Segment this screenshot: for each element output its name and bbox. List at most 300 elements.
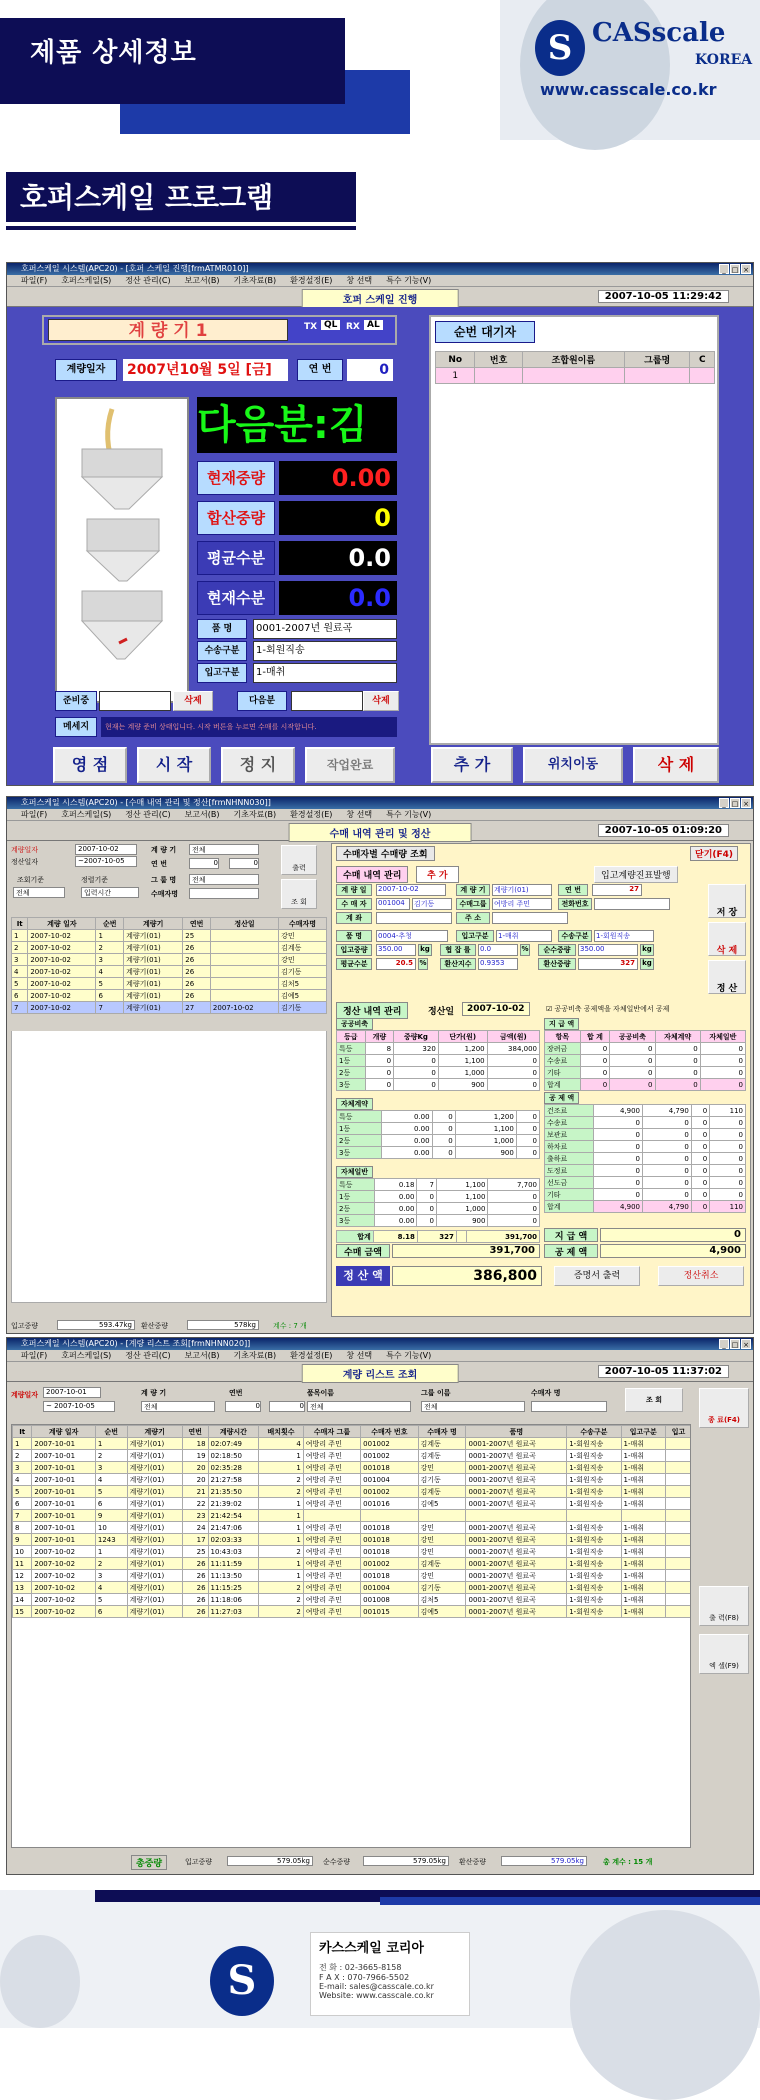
form-value[interactable]: 1-회원직송 xyxy=(594,930,654,942)
menu-item[interactable]: 정산 관리(C) xyxy=(125,276,171,285)
table-row[interactable] xyxy=(13,1462,692,1474)
deduct-cell[interactable]: 4,790 xyxy=(643,1201,692,1213)
form-field[interactable] xyxy=(594,898,670,910)
form-value[interactable]: 2007-10-02 xyxy=(376,884,446,896)
pay-table xyxy=(544,1030,746,1091)
minimize-icon[interactable]: _ xyxy=(719,264,729,274)
grade-cell[interactable]: 0 xyxy=(487,1079,539,1091)
deduct-cell[interactable]: 0 xyxy=(643,1189,692,1201)
grade-cell[interactable]: 1,000 xyxy=(436,1203,488,1215)
window-title: 호퍼스케일 시스템(APC20) - [수매 내역 관리 및 정산[frmNHNN030]] xyxy=(21,798,271,807)
radio-settle-date[interactable]: 정산일자 xyxy=(11,858,39,866)
grade-cell[interactable]: 0.00 xyxy=(382,1135,432,1147)
deduct-cell[interactable]: 0 xyxy=(710,1153,746,1165)
menu-item[interactable]: 특수 기능(V) xyxy=(386,810,432,819)
deduct-cell[interactable]: 0 xyxy=(691,1141,709,1153)
query-button[interactable] xyxy=(625,1388,683,1412)
tab-purchase-manage[interactable]: 수매 내역 관리 xyxy=(336,866,408,883)
queue-cell xyxy=(475,368,522,384)
settle-label: 정 산 xyxy=(716,984,738,994)
table-row[interactable] xyxy=(13,1594,692,1606)
table-cell: 02:03:33 xyxy=(208,1534,259,1546)
form-value[interactable]: 001004 xyxy=(376,898,410,910)
deduct-cell[interactable]: 0 xyxy=(594,1189,643,1201)
col-header[interactable]: 수매자 그룹 xyxy=(303,1426,360,1438)
grade-cell[interactable]: 0 xyxy=(394,1067,439,1079)
deduct-cell[interactable]: 0 xyxy=(594,1165,643,1177)
farmer-input[interactable] xyxy=(531,1401,607,1412)
grade-cell[interactable]: 0 xyxy=(394,1079,439,1091)
pay-cell[interactable]: 0 xyxy=(580,1079,610,1091)
col-header[interactable]: 계량시간 xyxy=(208,1426,259,1438)
scale-title-box xyxy=(42,315,397,345)
input-type-select[interactable]: 1-매취 xyxy=(253,663,397,683)
grade-cell[interactable]: 1,000 xyxy=(455,1135,516,1147)
delete-ready-button[interactable]: 삭제 xyxy=(173,691,213,711)
next-field[interactable] xyxy=(291,691,363,711)
table-row[interactable] xyxy=(13,1450,692,1462)
minimize-icon[interactable]: _ xyxy=(719,1339,729,1349)
pay-cell[interactable]: 0 xyxy=(610,1043,655,1055)
col-header[interactable]: 수송구분 xyxy=(567,1426,621,1438)
form-value[interactable]: 27 xyxy=(592,884,642,896)
maximize-icon[interactable]: □ xyxy=(731,1341,739,1349)
list-cell xyxy=(210,966,278,978)
date-to-input[interactable]: ~ 2007-10-05 xyxy=(43,1401,115,1412)
table-cell: 11:13:50 xyxy=(208,1570,259,1582)
grade-cell[interactable]: 384,000 xyxy=(487,1043,539,1055)
minimize-icon[interactable]: _ xyxy=(719,798,729,808)
print-button[interactable] xyxy=(281,845,317,875)
grade-cell[interactable]: 0 xyxy=(487,1067,539,1079)
menu-item[interactable]: 창 선택 xyxy=(346,276,373,285)
grade-cell[interactable]: 0 xyxy=(432,1123,455,1135)
farmer-input[interactable] xyxy=(189,888,259,899)
date-to-input[interactable]: ~2007-10-05 xyxy=(75,856,137,867)
form-field[interactable] xyxy=(376,912,452,924)
grade-cell[interactable]: 1,100 xyxy=(436,1179,488,1191)
pay-cell[interactable]: 0 xyxy=(655,1079,700,1091)
query-button[interactable] xyxy=(281,879,317,909)
deduct-cell[interactable]: 0 xyxy=(643,1165,692,1177)
maximize-icon[interactable]: □ xyxy=(731,266,739,274)
grade-cell[interactable]: 900 xyxy=(436,1215,488,1227)
zero-button[interactable] xyxy=(53,747,127,783)
grade-cell[interactable]: 8 xyxy=(365,1043,394,1055)
end-f4-button[interactable] xyxy=(699,1388,749,1428)
brand-url[interactable]: www.casscale.co.kr xyxy=(540,80,717,99)
menu-item[interactable]: 기초자료(B) xyxy=(233,276,277,285)
grade-cell[interactable]: 900 xyxy=(455,1147,516,1159)
menu-item[interactable]: 특수 기능(V) xyxy=(386,276,432,285)
form-value[interactable]: 1-매취 xyxy=(496,930,552,942)
settle-button[interactable] xyxy=(708,960,746,994)
grade-cell: 특등 xyxy=(337,1179,375,1191)
form-value[interactable]: 0.9353 xyxy=(478,958,518,970)
grade-cell: 2등 xyxy=(337,1135,382,1147)
col-header[interactable]: 입고구분 xyxy=(621,1426,666,1438)
deduct-cell[interactable]: 0 xyxy=(691,1201,709,1213)
group-select[interactable]: 전체 xyxy=(189,874,259,885)
grade-cell[interactable]: 1,000 xyxy=(438,1067,487,1079)
menu-item[interactable]: 정산 관리(C) xyxy=(125,810,171,819)
pay-row xyxy=(545,1079,746,1091)
excel-f9-button[interactable] xyxy=(699,1634,749,1674)
buy-total-label: 수매 금액 xyxy=(336,1244,390,1258)
grade-cell[interactable]: 0 xyxy=(488,1215,540,1227)
add-queue-button[interactable] xyxy=(431,747,513,783)
foot-net-label: 순수중량 xyxy=(323,1858,351,1866)
col-header[interactable]: 품명 xyxy=(466,1426,567,1438)
self-deduct-checkbox[interactable]: ☑ 공공비축 공제액을 자체일반에서 공제 xyxy=(546,1005,670,1013)
grade-cell[interactable]: 1,100 xyxy=(436,1191,488,1203)
grade-cell[interactable]: 0.00 xyxy=(382,1123,432,1135)
queue-col-header: C xyxy=(690,352,715,368)
pay-cell[interactable]: 0 xyxy=(580,1043,610,1055)
measure-label: 평균수분 xyxy=(197,541,275,575)
grade-cell[interactable]: 0 xyxy=(487,1055,539,1067)
col-header[interactable]: It xyxy=(13,1426,32,1438)
grade-cell[interactable]: 1,100 xyxy=(438,1055,487,1067)
deduct-cell[interactable]: 0 xyxy=(691,1129,709,1141)
form-label: 연 번 xyxy=(558,884,588,896)
table-cell: 21:27:58 xyxy=(208,1474,259,1486)
menu-item[interactable]: 파일(F) xyxy=(21,810,48,819)
pay-cell[interactable]: 0 xyxy=(700,1079,745,1091)
issue-ticket-button[interactable]: 입고계량진표발행 xyxy=(594,866,678,883)
grade-cell[interactable]: 0.00 xyxy=(382,1147,432,1159)
deduct-cell: 기타 xyxy=(545,1189,594,1201)
table-cell: 0001-2007년 원료곡 xyxy=(466,1462,567,1474)
menu-item[interactable]: 기초자료(B) xyxy=(233,1351,277,1360)
deduct-cell[interactable]: 4,790 xyxy=(643,1105,692,1117)
email[interactable]: E-mail: sales@casscale.co.kr xyxy=(319,1982,434,1991)
grade-cell[interactable]: 1,200 xyxy=(455,1111,516,1123)
sort2-select[interactable]: 입력시간 xyxy=(81,887,139,898)
deduct-cell[interactable]: 0 xyxy=(691,1153,709,1165)
table-row[interactable] xyxy=(13,1546,692,1558)
table-cell: 02:07:49 xyxy=(208,1438,259,1450)
menu-item[interactable]: 보고서(B) xyxy=(184,1351,220,1360)
grade-cell[interactable]: 0 xyxy=(432,1111,455,1123)
list-row[interactable] xyxy=(12,990,327,1002)
screen-title: 수매 내역 관리 및 정산 xyxy=(289,823,472,842)
deduct-cell[interactable]: 0 xyxy=(594,1177,643,1189)
form-field[interactable] xyxy=(492,912,568,924)
grade-row xyxy=(337,1203,540,1215)
grade-cell[interactable]: 320 xyxy=(394,1043,439,1055)
deduct-cell[interactable]: 0 xyxy=(691,1165,709,1177)
menu-item[interactable]: 특수 기능(V) xyxy=(386,1351,432,1360)
menu-item[interactable]: 창 선택 xyxy=(346,810,373,819)
maximize-icon[interactable]: □ xyxy=(731,800,739,808)
delete-next-button[interactable]: 삭제 xyxy=(363,691,399,711)
table-row[interactable] xyxy=(13,1486,692,1498)
group-select[interactable]: 전체 xyxy=(421,1401,525,1412)
form-value[interactable]: 0.0 xyxy=(478,944,518,956)
table-row[interactable] xyxy=(13,1534,692,1546)
menu-item[interactable]: 호퍼스케일(S) xyxy=(61,276,112,285)
form-value[interactable]: 계량기(01) xyxy=(492,884,552,896)
deduct-cell[interactable]: 0 xyxy=(710,1165,746,1177)
ready-field[interactable] xyxy=(99,691,171,711)
list-cell: 계량기(01) xyxy=(124,954,183,966)
form-value[interactable]: 0004-추청 xyxy=(376,930,448,942)
deduct-cell[interactable]: 0 xyxy=(691,1117,709,1129)
footer-arc-left xyxy=(0,1935,80,2028)
menu-item[interactable]: 환경설정(E) xyxy=(290,276,333,285)
grade-cell[interactable]: 0 xyxy=(432,1135,455,1147)
list-cell: 3 xyxy=(12,954,28,966)
menu-item[interactable]: 호퍼스케일(S) xyxy=(61,1351,112,1360)
deduct-cell[interactable]: 0 xyxy=(643,1129,692,1141)
list-row[interactable] xyxy=(12,978,327,990)
deduct-cell[interactable]: 0 xyxy=(691,1105,709,1117)
list-row[interactable] xyxy=(12,930,327,942)
grade-cell[interactable]: 0 xyxy=(365,1055,394,1067)
table-cell: 1-회원직송 xyxy=(567,1498,621,1510)
table-cell xyxy=(666,1450,691,1462)
form-value[interactable]: 327 xyxy=(578,958,638,970)
delete-queue-label: 삭 제 xyxy=(657,755,695,774)
table-cell: 17 xyxy=(182,1534,208,1546)
grade-cell[interactable]: 0 xyxy=(432,1147,455,1159)
scale-label: 계 량 기 xyxy=(151,846,177,854)
grade-cell[interactable]: 0 xyxy=(516,1123,539,1135)
grade-row xyxy=(337,1123,540,1135)
table-cell: 김처5 xyxy=(418,1594,466,1606)
col-header[interactable]: 배치횟수 xyxy=(259,1426,304,1438)
grade-cell[interactable]: 0 xyxy=(516,1135,539,1147)
scale-select[interactable]: 전체 xyxy=(141,1401,215,1412)
list-row[interactable] xyxy=(12,942,327,954)
date-from-input[interactable]: 2007-10-01 xyxy=(43,1387,101,1398)
grade-cell[interactable]: 0 xyxy=(417,1215,436,1227)
add-tab-button[interactable]: 추 가 xyxy=(416,866,459,883)
close-icon[interactable]: × xyxy=(741,798,751,808)
deduct-cell[interactable]: 0 xyxy=(643,1117,692,1129)
grade-row xyxy=(337,1147,540,1159)
deduct-cell[interactable]: 0 xyxy=(691,1189,709,1201)
deduct-cell[interactable]: 0 xyxy=(710,1117,746,1129)
list-cell: 2007-10-02 xyxy=(28,966,96,978)
table-row[interactable] xyxy=(13,1558,692,1570)
self-deduct-label: 공공비축 공제액을 자체일반에서 공제 xyxy=(554,1005,670,1013)
excel-label: 엑 셀(F9) xyxy=(709,1662,739,1670)
grade-cell[interactable]: 0.18 xyxy=(375,1179,417,1191)
grade-cell[interactable]: 0.00 xyxy=(375,1191,417,1203)
list-col-header: 수매자명 xyxy=(279,918,327,930)
col-header[interactable]: 계량 일자 xyxy=(32,1426,96,1438)
deduct-cell[interactable]: 0 xyxy=(710,1141,746,1153)
deduct-cell[interactable]: 0 xyxy=(691,1177,709,1189)
pay-cell[interactable]: 0 xyxy=(655,1043,700,1055)
grade-cell[interactable]: 1,200 xyxy=(438,1043,487,1055)
pay-cell[interactable]: 0 xyxy=(610,1055,655,1067)
grade-cell[interactable]: 0.00 xyxy=(375,1203,417,1215)
transport-select[interactable]: 1-회원직송 xyxy=(253,641,397,661)
grade-cell[interactable]: 7,700 xyxy=(488,1179,540,1191)
save-button[interactable] xyxy=(708,884,746,918)
table-row[interactable] xyxy=(13,1438,692,1450)
deduct-cell[interactable]: 0 xyxy=(710,1189,746,1201)
grade-cell: 2등 xyxy=(337,1203,375,1215)
seq-to-input[interactable]: 0 xyxy=(269,1401,305,1412)
radio-weigh-date[interactable]: 계량일자 xyxy=(11,846,39,854)
col-header[interactable]: 수매자 번호 xyxy=(361,1426,418,1438)
form-value[interactable]: 김기동 xyxy=(412,898,452,910)
settle-date-value[interactable]: 2007-10-02 xyxy=(462,1002,530,1016)
grade-cell[interactable]: 0 xyxy=(516,1147,539,1159)
grade-cell[interactable]: 0 xyxy=(488,1203,540,1215)
col-header[interactable]: 순번 xyxy=(95,1426,127,1438)
col-header[interactable]: 계량기 xyxy=(127,1426,182,1438)
foot-conv-label: 환산중량 xyxy=(141,1322,169,1330)
deduct-cell[interactable]: 0 xyxy=(710,1129,746,1141)
product-select[interactable]: 0001-2007년 원료곡 xyxy=(253,619,397,639)
grade-cell[interactable]: 0 xyxy=(365,1079,394,1091)
list-cell: 계량기(01) xyxy=(124,942,183,954)
list-row[interactable] xyxy=(12,966,327,978)
cancel-settle-button[interactable]: 정산취소 xyxy=(658,1266,744,1286)
deduct-cell[interactable]: 0 xyxy=(594,1141,643,1153)
table-row[interactable] xyxy=(13,1582,692,1594)
table-row[interactable] xyxy=(13,1498,692,1510)
delete-queue-button[interactable] xyxy=(633,747,719,783)
scale-select[interactable]: 전체 xyxy=(189,844,259,855)
date-from-input[interactable]: 2007-10-02 xyxy=(75,844,137,855)
grade-cell[interactable]: 0 xyxy=(417,1203,436,1215)
delete-button[interactable] xyxy=(708,922,746,956)
deduct-cell[interactable]: 4,900 xyxy=(594,1201,643,1213)
menu-item[interactable]: 파일(F) xyxy=(21,276,48,285)
close-icon[interactable]: × xyxy=(741,264,751,274)
pay-cell[interactable]: 0 xyxy=(700,1043,745,1055)
query-label: 조 회 xyxy=(646,1396,662,1404)
list-row[interactable] xyxy=(12,954,327,966)
table-cell: 001018 xyxy=(361,1546,418,1558)
list-cell: 26 xyxy=(183,942,211,954)
table-cell: 2007-10-01 xyxy=(32,1462,96,1474)
grade-cell[interactable]: 7 xyxy=(417,1179,436,1191)
pay-cell[interactable]: 0 xyxy=(610,1067,655,1079)
grade-cell[interactable]: 0.00 xyxy=(375,1215,417,1227)
form-value[interactable]: 350.00 xyxy=(578,944,638,956)
table-row[interactable] xyxy=(13,1570,692,1582)
pay-cell[interactable]: 0 xyxy=(700,1055,745,1067)
pay-cell[interactable]: 0 xyxy=(580,1055,610,1067)
pay-cell[interactable]: 0 xyxy=(655,1055,700,1067)
col-header[interactable]: 연번 xyxy=(182,1426,208,1438)
grade-cell[interactable]: 0 xyxy=(394,1055,439,1067)
deduct-cell[interactable]: 0 xyxy=(643,1153,692,1165)
deduct-cell[interactable]: 110 xyxy=(710,1105,746,1117)
pay-cell[interactable]: 0 xyxy=(580,1067,610,1079)
grade-cell[interactable]: 0.00 xyxy=(382,1111,432,1123)
table-cell xyxy=(303,1510,360,1522)
close-f4-button[interactable]: 닫기(F4) xyxy=(690,846,738,861)
table-cell: 001018 xyxy=(361,1534,418,1546)
print-f8-button[interactable] xyxy=(699,1586,749,1626)
sum-cell: 8.18 xyxy=(373,1231,417,1243)
deduct-cell[interactable]: 0 xyxy=(643,1141,692,1153)
list-row[interactable] xyxy=(12,1002,327,1014)
deduct-cell[interactable]: 110 xyxy=(710,1201,746,1213)
window-titlebar xyxy=(7,797,753,809)
deduct-cell[interactable]: 4,900 xyxy=(594,1105,643,1117)
col-header[interactable]: 수매자 명 xyxy=(418,1426,466,1438)
menu-item[interactable]: 파일(F) xyxy=(21,1351,48,1360)
move-position-button[interactable] xyxy=(523,747,623,783)
table-cell: 계량기(01) xyxy=(127,1594,182,1606)
menu-item[interactable]: 호퍼스케일(S) xyxy=(61,810,112,819)
pay-cell[interactable]: 0 xyxy=(610,1079,655,1091)
print-certificate-button[interactable]: 증명서 출력 xyxy=(554,1266,640,1286)
grade-cell[interactable]: 0 xyxy=(365,1067,394,1079)
deduct-cell[interactable]: 0 xyxy=(594,1129,643,1141)
form-value[interactable]: 여방리 주민 xyxy=(492,898,552,910)
form-value[interactable]: 20.5 xyxy=(376,958,416,970)
deduct-cell[interactable]: 0 xyxy=(594,1153,643,1165)
seq-to-input[interactable]: 0 xyxy=(229,858,259,869)
complete-button[interactable] xyxy=(305,747,395,783)
list-cell: 26 xyxy=(183,978,211,990)
seq-from-input[interactable]: 0 xyxy=(189,858,219,869)
queue-row[interactable] xyxy=(436,368,715,384)
menu-item[interactable]: 보고서(B) xyxy=(184,276,220,285)
deduct-cell[interactable]: 0 xyxy=(710,1177,746,1189)
list-cell: 계량기(01) xyxy=(124,966,183,978)
seq-from-input[interactable]: 0 xyxy=(225,1401,261,1412)
table-row[interactable] xyxy=(13,1510,692,1522)
grade-cell[interactable]: 900 xyxy=(438,1079,487,1091)
measure-label: 현재수분 xyxy=(197,581,275,615)
pay-cell: 합계 xyxy=(545,1079,581,1091)
grade-cell[interactable]: 0 xyxy=(516,1111,539,1123)
close-icon[interactable]: × xyxy=(741,1339,751,1349)
item-select[interactable]: 전체 xyxy=(307,1401,411,1412)
menu-item[interactable]: 환경설정(E) xyxy=(290,1351,333,1360)
table-row[interactable] xyxy=(13,1474,692,1486)
table-cell: 0001-2007년 원료곡 xyxy=(466,1558,567,1570)
menu-item[interactable]: 보고서(B) xyxy=(184,810,220,819)
table-cell: 3 xyxy=(95,1570,127,1582)
grade-cell[interactable]: 1,100 xyxy=(455,1123,516,1135)
table-row[interactable] xyxy=(13,1606,692,1618)
sort1-select[interactable]: 전체 xyxy=(13,887,65,898)
deduct-cell[interactable]: 0 xyxy=(594,1117,643,1129)
deduct-row xyxy=(545,1165,746,1177)
stop-button[interactable] xyxy=(221,747,295,783)
col-header[interactable]: 입고 xyxy=(666,1426,691,1438)
pay-row xyxy=(545,1055,746,1067)
seq-label: 연 번 xyxy=(297,359,343,381)
pay-cell[interactable]: 0 xyxy=(655,1067,700,1079)
pay-cell[interactable]: 0 xyxy=(700,1067,745,1079)
start-button[interactable] xyxy=(137,747,211,783)
grade-cell[interactable]: 0 xyxy=(417,1191,436,1203)
table-row[interactable] xyxy=(13,1522,692,1534)
menu-item[interactable]: 기초자료(B) xyxy=(233,810,277,819)
deduct-cell[interactable]: 0 xyxy=(643,1177,692,1189)
website[interactable]: Website: www.casscale.co.kr xyxy=(319,1991,434,2000)
form-value[interactable]: 350.00 xyxy=(376,944,416,956)
menu-item[interactable]: 창 선택 xyxy=(346,1351,373,1360)
menu-item[interactable]: 정산 관리(C) xyxy=(125,1351,171,1360)
menu-item[interactable]: 환경설정(E) xyxy=(290,810,333,819)
list-cell: 김예5 xyxy=(279,990,327,1002)
grade-cell[interactable]: 0 xyxy=(488,1191,540,1203)
